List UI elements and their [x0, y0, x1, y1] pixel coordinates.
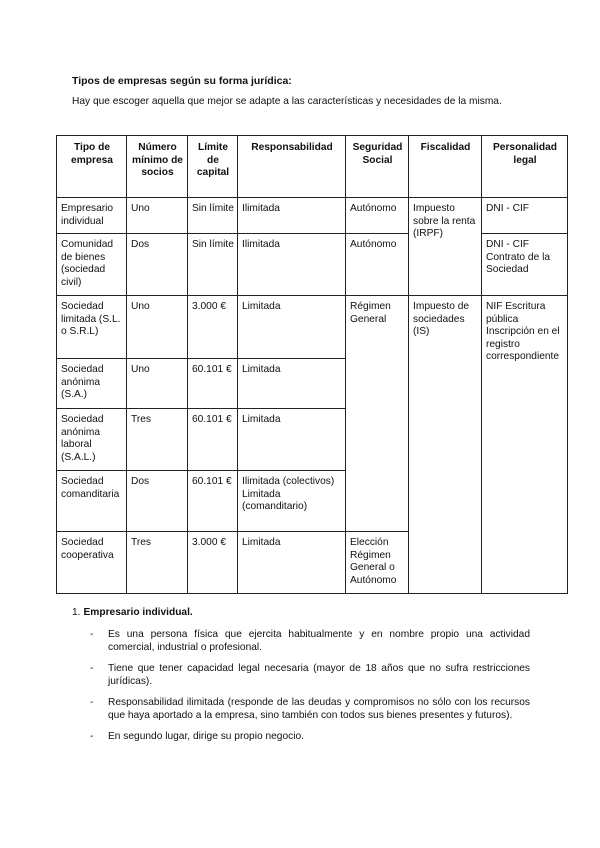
list-item-text: En segundo lugar, dirige su propio negocio.: [108, 731, 304, 742]
cell-responsabilidad: Limitada: [238, 532, 346, 594]
cell-capital: 60.101 €: [188, 409, 238, 471]
list-item: [90, 731, 530, 744]
cell-socios: Uno: [127, 296, 188, 359]
cell-capital: 60.101 €: [188, 359, 238, 409]
cell-socios: Uno: [127, 359, 188, 409]
cell-fiscalidad-irpf: Impuesto sobre la renta (IRPF): [409, 198, 482, 296]
list-item-text: Responsabilidad ilimitada (responde de las deudas y compromisos no sólo con los recursos que haya aportado a la empresa, sino también con todos sus bienes presentes y futuros).: [108, 697, 530, 721]
cell-responsabilidad: Limitada: [238, 359, 346, 409]
cell-responsabilidad: Ilimitada: [238, 198, 346, 234]
document-title: Tipos de empresas según su forma jurídica:: [72, 75, 292, 87]
cell-socios: Tres: [127, 409, 188, 471]
header-fiscalidad: Fiscalidad: [409, 136, 482, 198]
dash-bullet: -: [90, 697, 94, 708]
cell-responsabilidad: Limitada: [238, 409, 346, 471]
cell-socios: Uno: [127, 198, 188, 234]
company-types-table: [56, 135, 568, 594]
list-item: [90, 663, 530, 688]
list-item-text: Es una persona física que ejercita habitualmente y en nombre propio una actividad comercial, industrial o profesional.: [108, 629, 530, 653]
dash-bullet: -: [90, 663, 94, 674]
section-heading: [72, 607, 193, 618]
header-seguridad-social: Seguridad Social: [346, 136, 409, 198]
cell-capital: Sin límite: [188, 198, 238, 234]
cell-tipo: Sociedad anónima laboral (S.A.L.): [57, 409, 127, 471]
dash-bullet: -: [90, 731, 94, 742]
cell-responsabilidad: Ilimitada: [238, 234, 346, 296]
cell-tipo: Comunidad de bienes (sociedad civil): [57, 234, 127, 296]
section-title: Empresario individual.: [83, 607, 193, 618]
header-responsabilidad: Responsabilidad: [238, 136, 346, 198]
cell-tipo: Empresario individual: [57, 198, 127, 234]
dash-bullet: -: [90, 629, 94, 640]
list-item-text: Tiene que tener capacidad legal necesaria (mayor de 18 años que no sufra restricciones jurídicas).: [108, 663, 530, 687]
bullet-list: [90, 629, 530, 753]
header-personalidad: Personalidad legal: [482, 136, 568, 198]
cell-tipo: Sociedad anónima (S.A.): [57, 359, 127, 409]
header-socios: Número mínimo de socios: [127, 136, 188, 198]
cell-personalidad: DNI - CIF: [482, 198, 568, 234]
cell-personalidad: DNI - CIF Contrato de la Sociedad: [482, 234, 568, 296]
cell-responsabilidad: Limitada: [238, 296, 346, 359]
cell-socios: Dos: [127, 471, 188, 532]
header-tipo: Tipo de empresa: [57, 136, 127, 198]
table-row: [57, 234, 568, 296]
cell-tipo: Sociedad limitada (S.L. o S.R.L): [57, 296, 127, 359]
intro-paragraph: Hay que escoger aquella que mejor se adapte a las características y necesidades de la misma.: [72, 96, 502, 107]
cell-capital: 3.000 €: [188, 532, 238, 594]
cell-fiscalidad-is: Impuesto de sociedades (IS): [409, 296, 482, 594]
cell-capital: 3.000 €: [188, 296, 238, 359]
section-number: 1.: [72, 607, 81, 618]
list-item: [90, 629, 530, 654]
cell-seguridad-regimen-general: Régimen General: [346, 296, 409, 532]
cell-seguridad-social: Autónomo: [346, 234, 409, 296]
cell-personalidad-sociedades: NIF Escritura pública Inscripción en el registro correspondiente: [482, 296, 568, 594]
list-item: [90, 697, 530, 722]
cell-socios: Tres: [127, 532, 188, 594]
cell-tipo: Sociedad cooperativa: [57, 532, 127, 594]
cell-socios: Dos: [127, 234, 188, 296]
table-row: [57, 296, 568, 359]
cell-seguridad-eleccion: Elección Régimen General o Autónomo: [346, 532, 409, 594]
cell-responsabilidad: Ilimitada (colectivos) Limitada (comanditario): [238, 471, 346, 532]
table-header-row: [57, 136, 568, 198]
header-capital: Límite de capital: [188, 136, 238, 198]
table-row: [57, 198, 568, 234]
cell-capital: 60.101 €: [188, 471, 238, 532]
cell-tipo: Sociedad comanditaria: [57, 471, 127, 532]
cell-seguridad-social: Autónomo: [346, 198, 409, 234]
cell-capital: Sin límite: [188, 234, 238, 296]
